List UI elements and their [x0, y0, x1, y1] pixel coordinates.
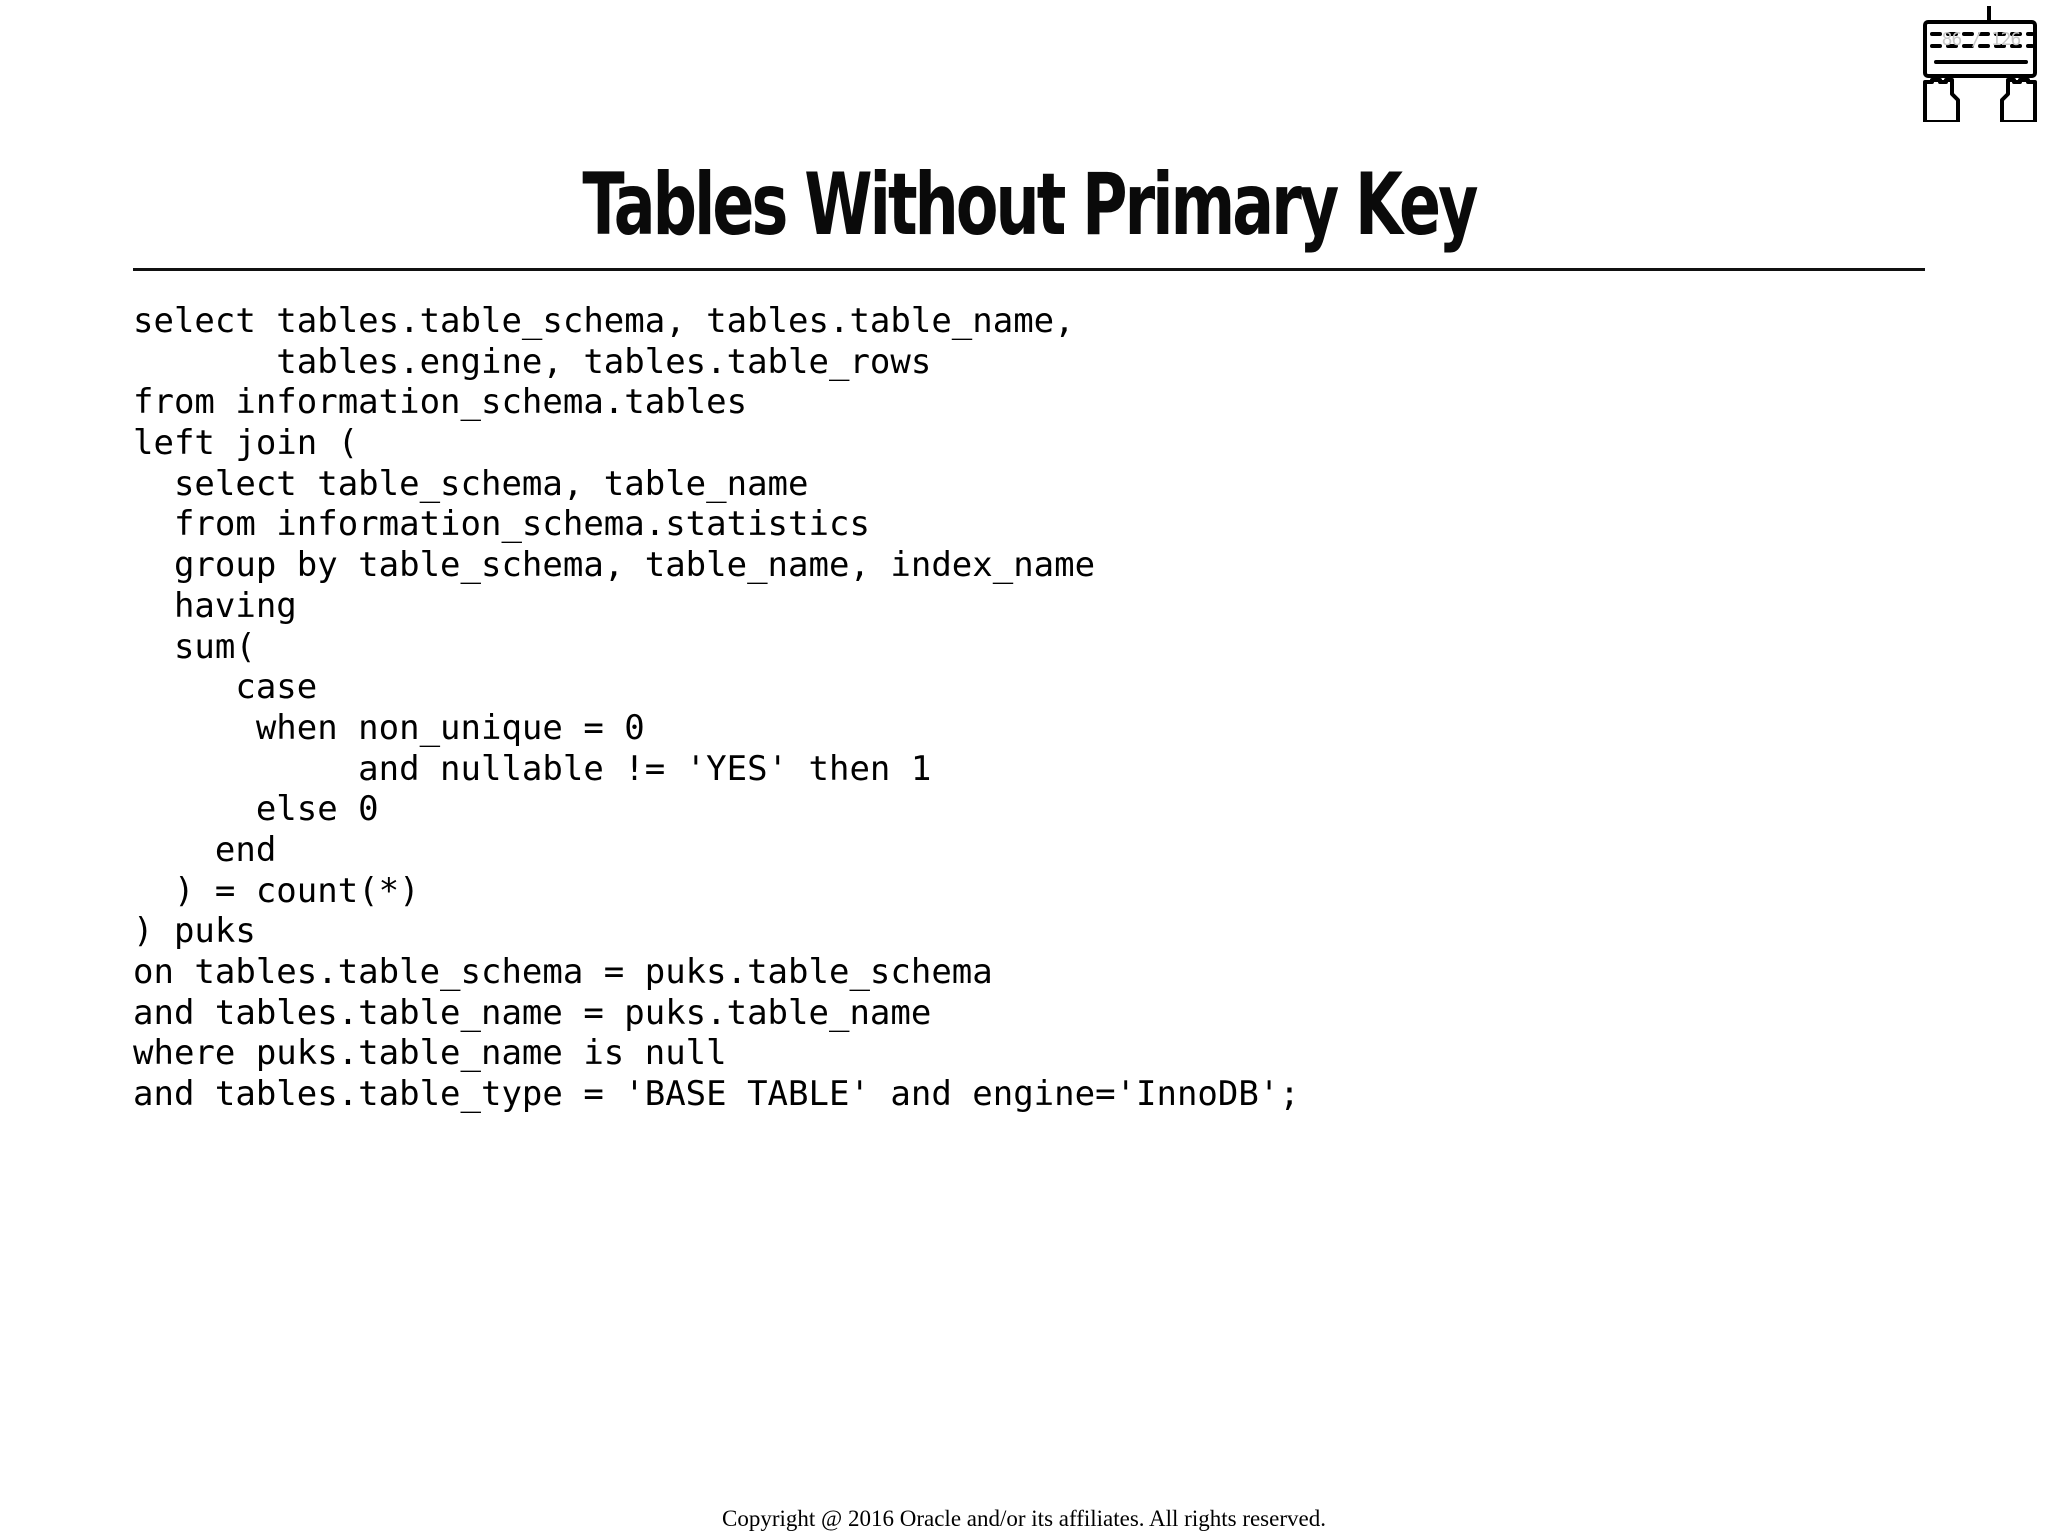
code-line: and tables.table_name = puks.table_name: [133, 992, 932, 1033]
code-line: else 0: [133, 789, 379, 830]
code-line: and tables.table_type = 'BASE TABLE' and engine='InnoDB';: [133, 1074, 1300, 1115]
code-line: end: [133, 829, 277, 870]
code-line: when non_unique = 0: [133, 707, 645, 748]
code-line: from information_schema.statistics: [133, 504, 870, 545]
code-line: from information_schema.tables: [133, 382, 748, 423]
code-line: left join (: [133, 423, 359, 464]
copyright-footer: Copyright @ 2016 Oracle and/or its affiliates. All rights reserved.: [722, 1506, 1326, 1531]
code-line: select tables.table_schema, tables.table_name,: [133, 301, 1075, 341]
page-counter: 86 / 126: [1941, 29, 2021, 50]
hand-right-icon[interactable]: [2002, 80, 2035, 122]
title-divider: [133, 268, 1925, 271]
code-line: sum(: [133, 626, 256, 667]
code-line: ) puks: [133, 911, 256, 952]
navigation-icons: [1922, 6, 2038, 122]
code-line: select table_schema, table_name: [133, 463, 809, 504]
sql-code-block: [133, 301, 1300, 1115]
code-line: and nullable != 'YES' then 1: [133, 748, 932, 789]
code-line: group by table_schema, table_name, index_name: [133, 545, 1096, 586]
hand-left-icon[interactable]: [1925, 80, 1958, 122]
slide-navigation: [1922, 6, 2038, 122]
code-line: on tables.table_schema = puks.table_schema: [133, 952, 993, 992]
code-line: having: [133, 585, 297, 626]
code-line: where puks.table_name is null: [133, 1033, 727, 1074]
code-line: case: [133, 667, 318, 708]
slide-title: Tables Without Primary Key: [582, 155, 1476, 255]
code-line: tables.engine, tables.table_rows: [133, 341, 932, 382]
code-line: ) = count(*): [133, 870, 420, 911]
